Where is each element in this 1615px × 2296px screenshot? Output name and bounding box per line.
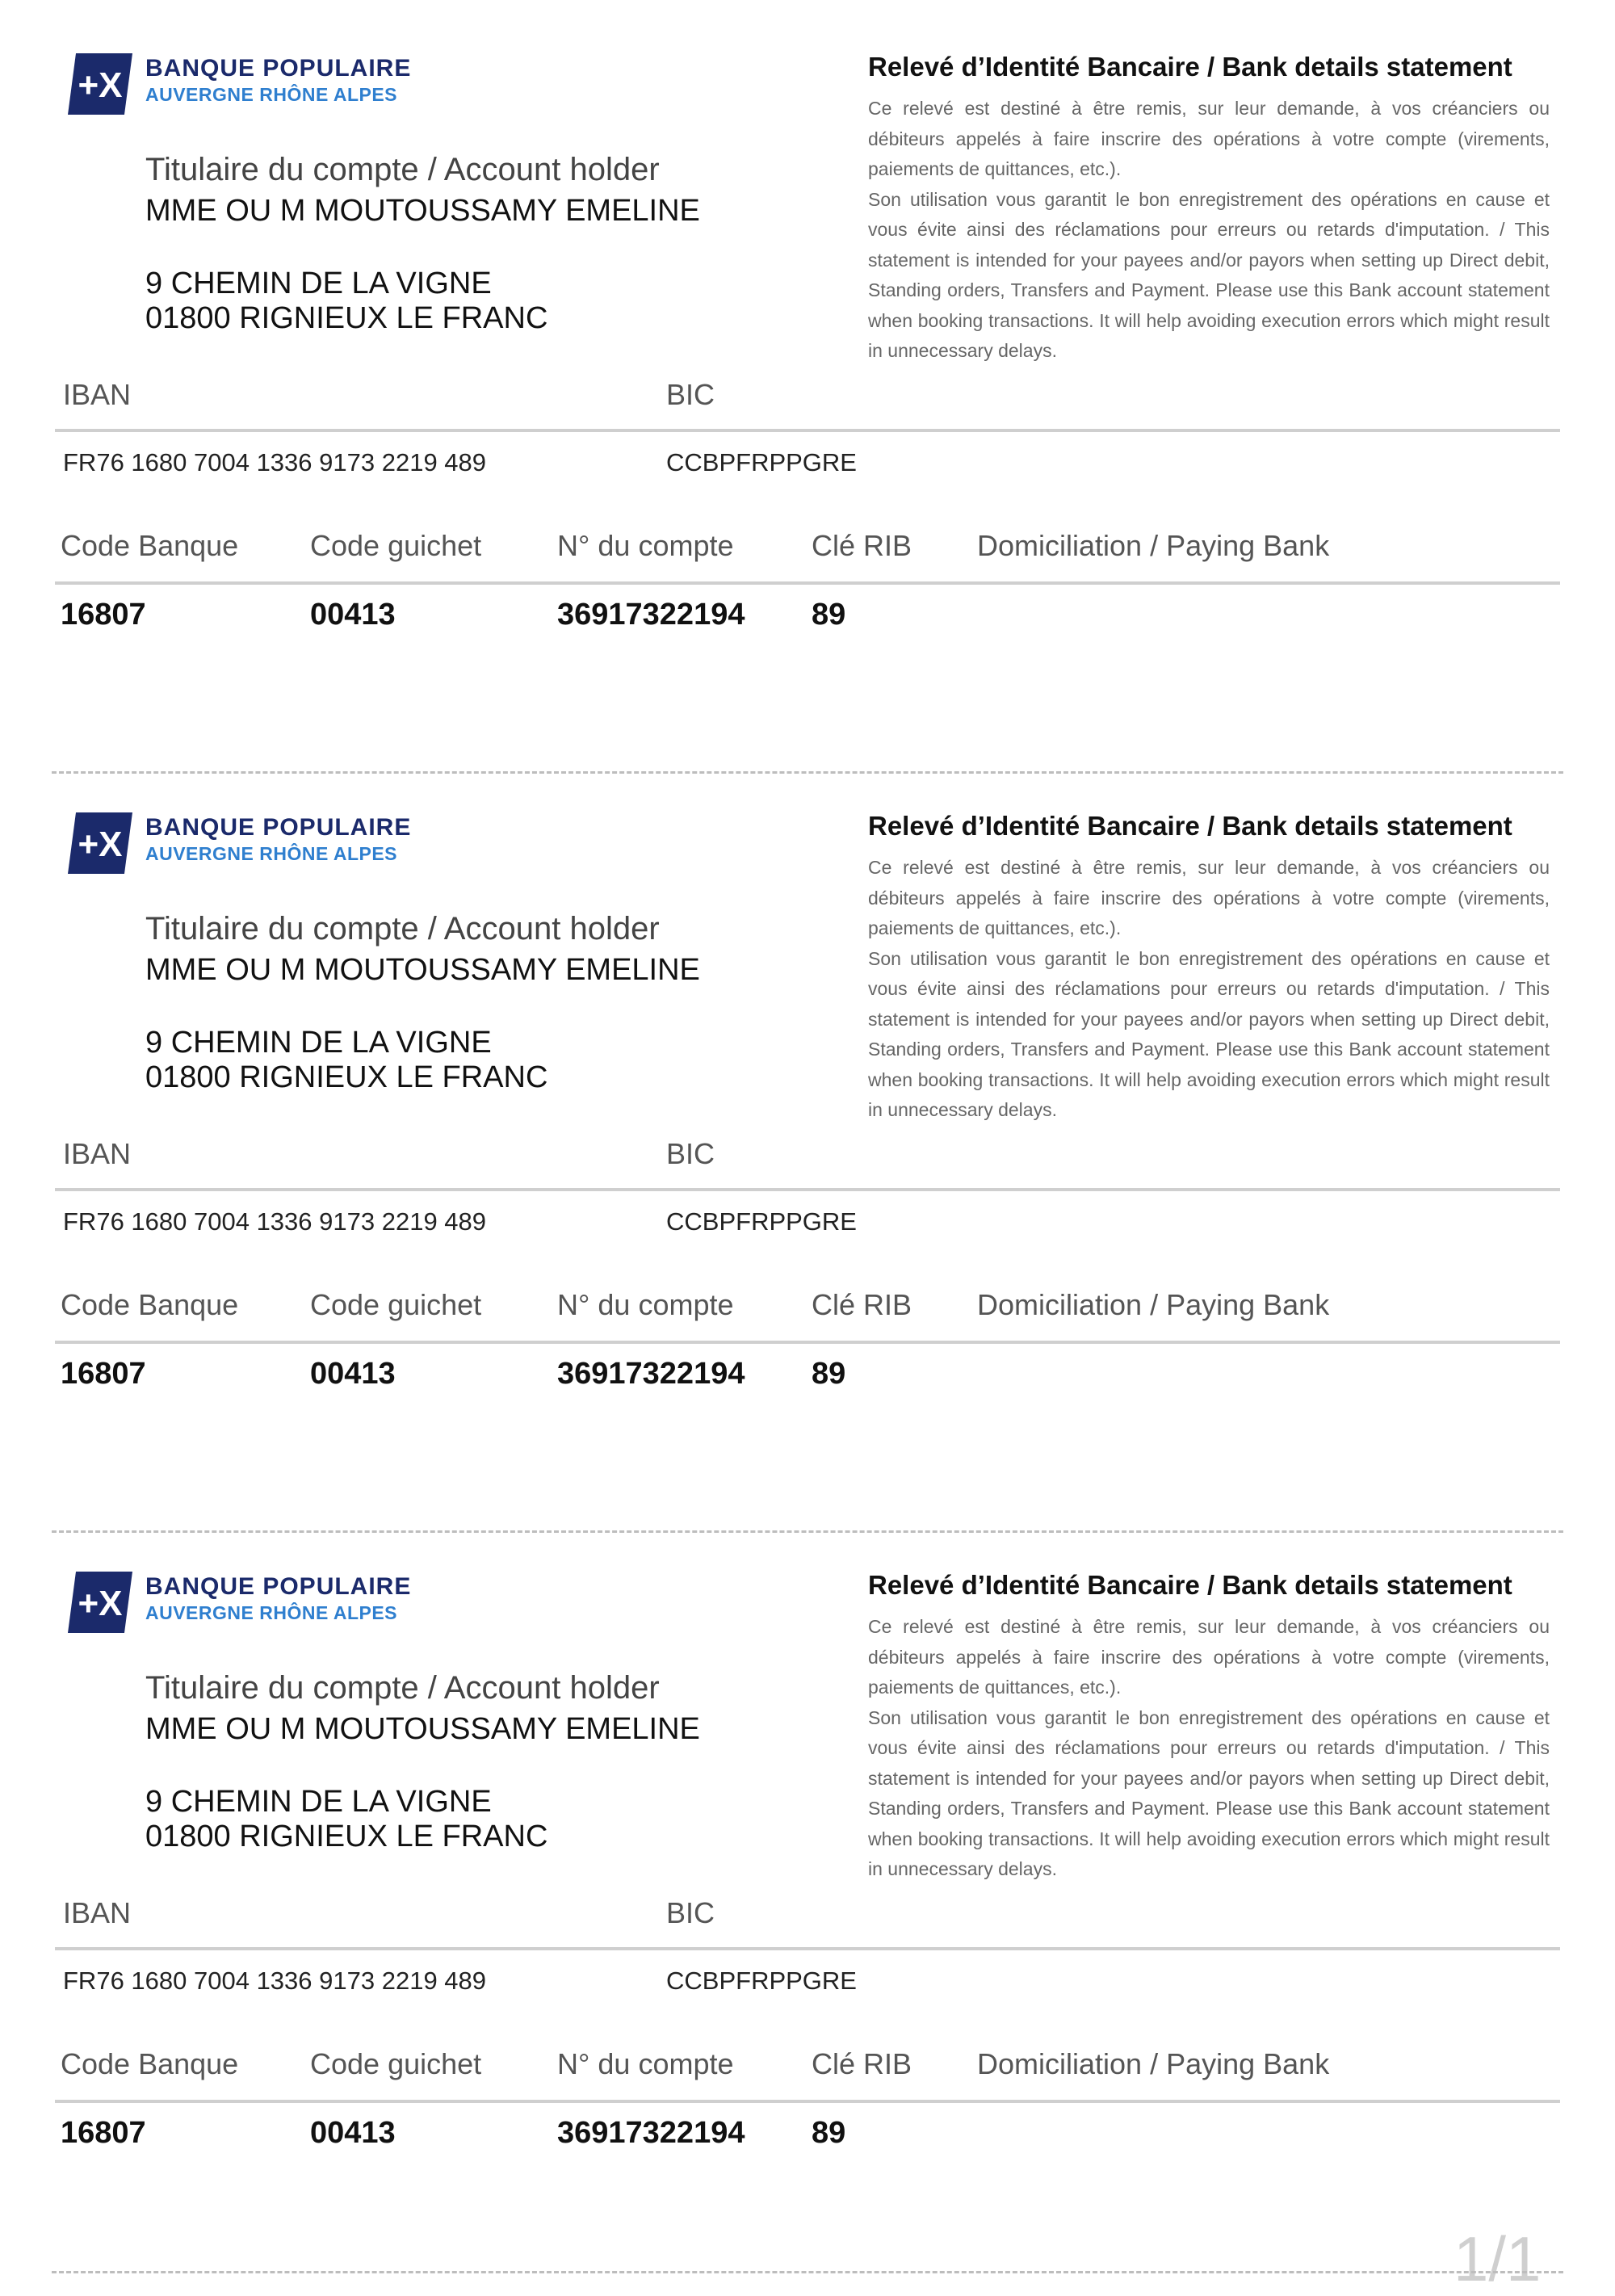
bank-logo — [65, 48, 436, 129]
bic-value: CCBPFRPPGRE — [666, 1967, 857, 1995]
domiciliation-label: Domiciliation / Paying Bank — [977, 529, 1330, 562]
numero-compte-label: N° du compte — [557, 2047, 734, 2080]
code-guichet-label: Code guichet — [310, 529, 482, 562]
bank-name: BANQUE POPULAIRE — [145, 55, 412, 82]
rib-section-1 — [0, 32, 1615, 759]
bank-name: BANQUE POPULAIRE — [145, 814, 412, 841]
code-banque-value: 16807 — [61, 1357, 146, 1391]
address-line-2: 01800 RIGNIEUX LE FRANC — [145, 301, 548, 335]
code-guichet-label: Code guichet — [310, 1288, 482, 1321]
iban-value: FR76 1680 7004 1336 9173 2219 489 — [63, 1207, 487, 1236]
bank-logo — [65, 808, 436, 888]
account-holder-label: Titulaire du compte / Account holder — [145, 152, 660, 187]
divider-rule — [55, 1188, 1560, 1191]
iban-value: FR76 1680 7004 1336 9173 2219 489 — [63, 448, 487, 476]
iban-label: IBAN — [63, 1137, 132, 1170]
account-holder-name: MME OU M MOUTOUSSAMY EMELINE — [145, 953, 700, 987]
statement-paragraph-2: Son utilisation vous garantit le bon enregistrement des opérations en cause et vous évite ainsi des réclamations pour erreurs ou retards d'imputation. / This statement is intended for your payees and/or payors when setting up Direct debit, Standing orders, Transfers and Payment. Please use this Bank account statement when booking transactions. It will help avoiding execution errors which might result in unnecessary delays. — [868, 188, 1550, 361]
statement-paragraph-1: Ce relevé est destiné à être remis, sur leur demande, à vos créanciers ou débiteurs appelés à faire inscrire des opérations à votre compte (virements, paiements de quittances, etc.). — [868, 1616, 1550, 1698]
bic-label: BIC — [666, 1137, 715, 1170]
numero-compte-label: N° du compte — [557, 529, 734, 562]
address-line-1: 9 CHEMIN DE LA VIGNE — [145, 1026, 492, 1060]
divider-rule — [55, 2100, 1560, 2103]
bic-label: BIC — [666, 378, 715, 411]
cle-rib-label: Clé RIB — [812, 1288, 912, 1321]
code-guichet-value: 00413 — [310, 598, 396, 632]
iban-label: IBAN — [63, 1896, 132, 1929]
numero-compte-value: 36917322194 — [557, 2116, 745, 2150]
statement-description — [868, 94, 1550, 367]
cle-rib-value: 89 — [812, 1357, 846, 1391]
account-holder-label: Titulaire du compte / Account holder — [145, 911, 660, 947]
bank-region: AUVERGNE RHÔNE ALPES — [145, 1602, 398, 1623]
rib-section-2 — [0, 791, 1615, 1518]
page-number: 1/1 — [1454, 2223, 1542, 2294]
statement-title: Relevé d’Identité Bancaire / Bank details statement — [868, 811, 1512, 841]
statement-paragraph-1: Ce relevé est destiné à être remis, sur leur demande, à vos créanciers ou débiteurs appelés à faire inscrire des opérations à votre compte (virements, paiements de quittances, etc.). — [868, 857, 1550, 938]
svg-text:+X: +X — [78, 1584, 123, 1623]
cut-line — [52, 771, 1563, 774]
domiciliation-label: Domiciliation / Paying Bank — [977, 2047, 1330, 2080]
bic-label: BIC — [666, 1896, 715, 1929]
statement-paragraph-2: Son utilisation vous garantit le bon enregistrement des opérations en cause et vous évite ainsi des réclamations pour erreurs ou retards d'imputation. / This statement is intended for your payees and/or payors when setting up Direct debit, Standing orders, Transfers and Payment. Please use this Bank account statement when booking transactions. It will help avoiding execution errors which might result in unnecessary delays. — [868, 1706, 1550, 1879]
bank-name: BANQUE POPULAIRE — [145, 1573, 412, 1600]
address-line-2: 01800 RIGNIEUX LE FRANC — [145, 1060, 548, 1094]
divider-rule — [55, 1341, 1560, 1344]
statement-description — [868, 853, 1550, 1126]
code-guichet-label: Code guichet — [310, 2047, 482, 2080]
rib-section-3 — [0, 1551, 1615, 2277]
cut-line — [52, 1530, 1563, 1533]
account-holder-name: MME OU M MOUTOUSSAMY EMELINE — [145, 194, 700, 228]
statement-paragraph-1: Ce relevé est destiné à être remis, sur leur demande, à vos créanciers ou débiteurs appelés à faire inscrire des opérations à votre compte (virements, paiements de quittances, etc.). — [868, 98, 1550, 179]
cut-line — [52, 2271, 1563, 2273]
address-line-1: 9 CHEMIN DE LA VIGNE — [145, 1785, 492, 1819]
numero-compte-value: 36917322194 — [557, 1357, 745, 1391]
cle-rib-value: 89 — [812, 598, 846, 632]
statement-description — [868, 1612, 1550, 1885]
svg-text:+X: +X — [78, 65, 123, 105]
statement-paragraph-2: Son utilisation vous garantit le bon enregistrement des opérations en cause et vous évite ainsi des réclamations pour erreurs ou retards d'imputation. / This statement is intended for your payees and/or payors when setting up Direct debit, Standing orders, Transfers and Payment. Please use this Bank account statement when booking transactions. It will help avoiding execution errors which might result in unnecessary delays. — [868, 947, 1550, 1120]
cle-rib-label: Clé RIB — [812, 529, 912, 562]
bank-region: AUVERGNE RHÔNE ALPES — [145, 843, 398, 864]
banque-populaire-logo-icon — [65, 48, 136, 120]
iban-label: IBAN — [63, 378, 132, 411]
cle-rib-value: 89 — [812, 2116, 846, 2150]
code-guichet-value: 00413 — [310, 2116, 396, 2150]
svg-text:+X: +X — [78, 825, 123, 864]
statement-title: Relevé d’Identité Bancaire / Bank details statement — [868, 52, 1512, 82]
bank-region: AUVERGNE RHÔNE ALPES — [145, 84, 398, 105]
bic-value: CCBPFRPPGRE — [666, 448, 857, 476]
account-holder-name: MME OU M MOUTOUSSAMY EMELINE — [145, 1712, 700, 1746]
domiciliation-label: Domiciliation / Paying Bank — [977, 1288, 1330, 1321]
address-line-2: 01800 RIGNIEUX LE FRANC — [145, 1820, 548, 1853]
bank-logo — [65, 1567, 436, 1647]
code-banque-label: Code Banque — [61, 2047, 239, 2080]
code-banque-value: 16807 — [61, 2116, 146, 2150]
numero-compte-label: N° du compte — [557, 1288, 734, 1321]
code-banque-label: Code Banque — [61, 529, 239, 562]
divider-rule — [55, 429, 1560, 432]
banque-populaire-logo-icon — [65, 808, 136, 879]
code-banque-value: 16807 — [61, 598, 146, 632]
code-banque-label: Code Banque — [61, 1288, 239, 1321]
address-line-1: 9 CHEMIN DE LA VIGNE — [145, 267, 492, 300]
divider-rule — [55, 1947, 1560, 1950]
code-guichet-value: 00413 — [310, 1357, 396, 1391]
cle-rib-label: Clé RIB — [812, 2047, 912, 2080]
account-holder-label: Titulaire du compte / Account holder — [145, 1670, 660, 1706]
bic-value: CCBPFRPPGRE — [666, 1207, 857, 1236]
statement-title: Relevé d’Identité Bancaire / Bank details statement — [868, 1570, 1512, 1600]
banque-populaire-logo-icon — [65, 1567, 136, 1638]
numero-compte-value: 36917322194 — [557, 598, 745, 632]
divider-rule — [55, 581, 1560, 585]
iban-value: FR76 1680 7004 1336 9173 2219 489 — [63, 1967, 487, 1995]
